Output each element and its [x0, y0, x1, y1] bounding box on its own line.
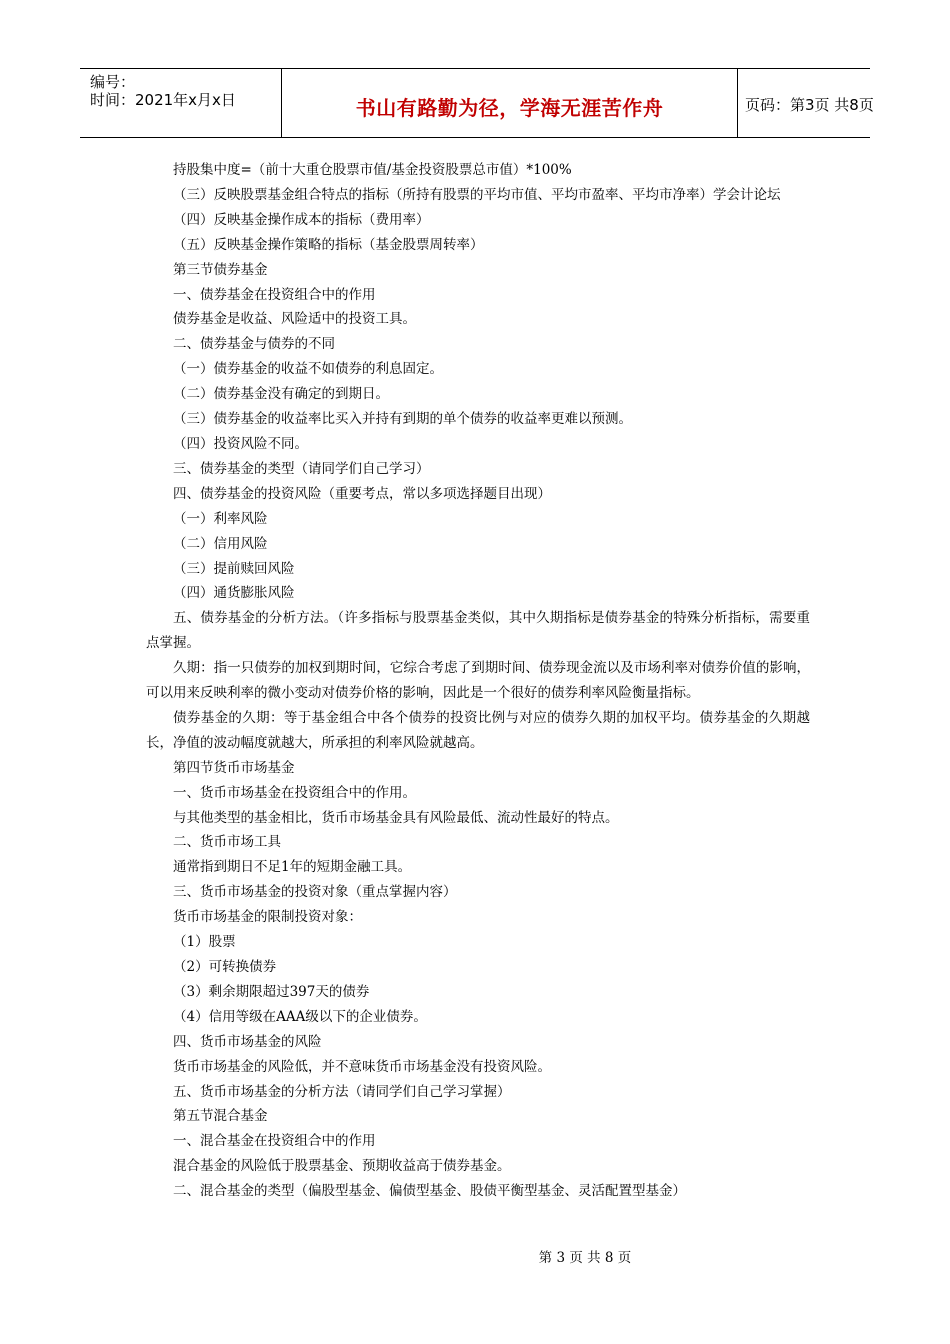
- text-line: 持股集中度=（前十大重仓股票市值/基金投资股票总市值）*100%: [173, 162, 572, 178]
- text-line: 二、债券基金与债券的不同: [173, 336, 335, 353]
- text-line: 一、债券基金在投资组合中的作用: [173, 286, 376, 303]
- header-table: [80, 68, 874, 138]
- text-line: 货币市场基金的限制投资对象：: [173, 909, 362, 926]
- text-line: （二）债券基金没有确定的到期日。: [173, 386, 389, 403]
- text-line: 一、货币市场基金在投资组合中的作用。: [173, 784, 416, 801]
- text-line: 二、货币市场工具: [173, 834, 281, 851]
- document-date: 时间：2021年x月x日: [90, 91, 236, 109]
- page-footer: 第 3 页 共 8 页: [538, 1250, 632, 1266]
- document-body: [146, 158, 810, 1204]
- header-right-cell: [737, 69, 874, 137]
- text-line: 三、货币市场基金的投资对象（重点掌握内容）: [173, 884, 457, 901]
- text-line: 一、混合基金在投资组合中的作用: [173, 1133, 376, 1150]
- header-motto: 书山有路勤为径，学海无涯苦作舟: [355, 96, 664, 120]
- section-heading: 第四节货币市场基金: [173, 759, 295, 776]
- text-paragraph: （三）反映股票基金组合特点的指标（所持有股票的平均市值、平均市盈率、平均市净率）学会计论坛: [173, 186, 781, 203]
- text-line: 三、债券基金的类型（请同学们自己学习）: [173, 460, 430, 477]
- text-line: （四）投资风险不同。: [173, 435, 308, 452]
- text-line: （四）反映基金操作成本的指标（费用率）: [173, 211, 430, 228]
- text-line: （四）通货膨胀风险: [173, 585, 295, 602]
- text-paragraph: 五、债券基金的分析方法。（许多指标与股票基金类似，其中久期指标是债券基金的特殊分析指标，需要重点掌握。: [146, 610, 810, 652]
- text-line: （一）债券基金的收益不如债券的利息固定。: [173, 361, 443, 378]
- text-paragraph: 债券基金的久期：等于基金组合中各个债券的投资比例与对应的债券久期的加权平均。债券基金的久期越长，净值的波动幅度就越大，所承担的利率风险就越高。: [146, 709, 810, 751]
- header-page-code: 页码：第3页 共8页: [745, 96, 874, 114]
- text-line: （4）信用等级在AAA级以下的企业债券。: [173, 1008, 427, 1025]
- text-line: 通常指到期日不足1年的短期金融工具。: [173, 859, 412, 876]
- text-line: （三）提前赎回风险: [173, 560, 295, 577]
- header-middle-cell: [281, 69, 738, 137]
- text-line: 四、债券基金的投资风险（重要考点，常以多项选择题目出现）: [173, 485, 551, 502]
- section-heading: 第五节混合基金: [173, 1108, 268, 1125]
- text-line: 货币市场基金的风险低，并不意味货币市场基金没有投资风险。: [173, 1058, 551, 1075]
- text-line: 混合基金的风险低于股票基金、预期收益高于债券基金。: [173, 1158, 511, 1175]
- text-line: （一）利率风险: [173, 510, 268, 527]
- text-line: 与其他类型的基金相比，货币市场基金具有风险最低、流动性最好的特点。: [173, 809, 619, 826]
- text-paragraph: 久期：指一只债券的加权到期时间，它综合考虑了到期时间、债券现金流以及市场利率对债券价值的影响，可以用来反映利率的微小变动对债券价格的影响，因此是一个很好的债券利率风险衡量指标。: [146, 660, 810, 702]
- text-line: （五）反映基金操作策略的指标（基金股票周转率）: [173, 236, 484, 253]
- text-line: （3）剩余期限超过397天的债券: [173, 983, 370, 1000]
- text-line: （1）股票: [173, 934, 236, 951]
- document-number-label: 编号：: [90, 73, 136, 91]
- text-line: （2）可转换债券: [173, 959, 277, 975]
- section-heading: 第三节债券基金: [173, 261, 268, 278]
- text-line: （三）债券基金的收益率比买入并持有到期的单个债券的收益率更难以预测。: [173, 411, 632, 428]
- header-left-cell: [80, 69, 281, 137]
- text-line: （二）信用风险: [173, 535, 268, 552]
- text-line: 债券基金是收益、风险适中的投资工具。: [173, 311, 416, 328]
- text-line: 二、混合基金的类型（偏股型基金、偏债型基金、股债平衡型基金、灵活配置型基金）: [173, 1183, 686, 1200]
- text-line: 四、货币市场基金的风险: [173, 1033, 322, 1050]
- text-line: 五、货币市场基金的分析方法（请同学们自己学习掌握）: [173, 1083, 511, 1100]
